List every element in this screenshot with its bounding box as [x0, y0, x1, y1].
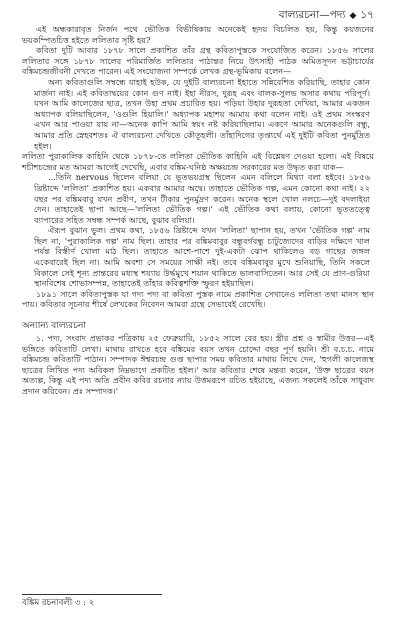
running-title: বাল্যরচনা—পদ্য: [278, 9, 346, 21]
paragraph: ১৮৯১ সালে কবিতাপুস্তক যা গদ্য পদ্য বা কবিতা পুস্তক নামে প্রকাশিত সেখানেও ললিতা তথা মানস স্থান পায়। কবিতার সূচনার শীর্ষে লেখকের নিবেদন আমরা গ্রন্থে সেভাবেই রেখেছি।: [22, 288, 374, 310]
page-number: ১৭: [360, 9, 374, 21]
main-text: [22, 24, 374, 397]
paragraph: কবিতা দুটি আবার ১৮৭৮ সালে প্রকাশিত তাঁর গ্রন্থ কবিতাপুস্তকে সংযোজিত করেন। ১৮৫৬ সালের ললিতার সঙ্গে ১৮৭৮ সালের পরিমার্জিত ললিতার পাঠান্তর নিয়ে উৎসাহী পাঠক অমিতসূদন ভট্টাচার্যের বঙ্কিমচন্দ্রজীবনী দেখতে পারেন। এই সংযোজনা সম্পর্কে লেখক গ্রন্থ-ভূমিকায় বলেন—: [22, 45, 374, 77]
block-quote: ঐরূপ বুঝান ভুল। প্রথম কথা, ১৮৫৬ খ্রিষ্টাব্দে যখন 'ললিতা' ছাপান হয়, তখন 'ভৌতিক গল্প' নাম ছিল না, 'পুরাকালিক গল্প' নাম ছিল। তাহার পর বঙ্কিমবাবুর বন্ধুবর্গবন্ধু চাটুজ্যেদের বাড়ির দক্ষিণে খাল পর্যন্ত বিস্তীর্ণ খোলা মাঠ ছিল। তাহাতে আশে-পাশে দুই-একটা ঝোপ থাকিলেও বড় গাছের জঙ্গল একেবারেই ছিল না। আমি অবশ্য সে সময়ের সাক্ষী নই। তবে বঙ্কিমবাবুর মুখে শুনিয়াছি, তিনি সকলে বিকালে সেই শূন্য প্রান্তরের মধ্যস্থ শয্যায় উর্দ্ধমুখে শয়ান থাকিতে ভালবাসিতেন। আর সেই যে প্রাণ-গুরিয়া স্থানবিশেষ শোভাসম্পন্ন, তাহাতেই তাঁহার কবিত্বশক্তি স্ফুরণ হইয়াছিল।: [34, 225, 370, 289]
running-header: [22, 8, 374, 24]
paragraph: ১. পদ্য, সংবাদ প্রভাকর পত্রিকায় ২৫ ফেব্রুয়ারি, ১৮৫২ সালে বের হয়। স্ত্রীর প্রশ্ন ও স্বামীর উত্তর—এই ভঙ্গিতে কবিতাটি লেখা। মাথায় রাখতে হবে বঙ্কিমের বয়স তখন চোদ্দো বছর পূর্ণ হয়নি। শ্রী ব.চ.চ. নামে বঙ্কিমচন্দ্র কবিতাটি পাঠান। সম্পাদক ঈশ্বরচন্দ্র গুপ্ত ছাপার সময় কবিতার মাথায় লিখে দেন, 'হুগলী কালেজস্থ ছাত্রের লিখিত পদ্য অবিকল নিম্নভাগে প্রকটিত হইল।' আর কবিতার শেষে মন্তব্য করেন, 'উক্ত ছাত্রের বয়স অত্যল্প, কিন্তু এই পদ্য অতি প্রবীন কবির রচনার ন্যায় উত্তমরূপে রচিত হইয়াছে, এজন্য সকলেই তাঁকে সাধুবাদ প্রদান করিবেন। প্রঃ সম্পাদক।': [22, 333, 374, 396]
block-quote: অন্য কবিতাগুলি সম্বন্ধে যাহাই হউক, যে দুইটি বাল্যরচনা ইহাতে সন্নিবেশিত করিয়াছি, তাহার কোন মার্জনা নাই। এই কবিতাদ্বয়ের কোন গুণ নাই। ইহা নীরস, দুরূহ এবং বালক-সুলভ অসার কথায় পরিপূর্ণ। যখন আমি কালেজের ছাত্র, তখন উহা প্রথম প্রচারিত হয়। পড়িয়া উহার দুরূহতা দেখিয়া, আমার একজন অধ্যাপক বলিয়াছিলেন, 'ওগুলি হিয়ালি।' অধ্যাপক মহাশয় আমায় কথা বলেন নাই। ওই প্রথম সংস্করণ এখন আর পাওয়া যায় না—অনেক কাপি আমি স্বয়ং নষ্ট করিয়াছিলাম। একণে আমার অনেকগুলি বন্ধু, আমার প্রতি স্নেহবশতঃ ঐ বাল্যরচনা দেখিতে কৌতূহলী। তাঁহাদিগের তৃপ্ত্যর্থে এই দুইটি কবিতা পুনর্মুদ্রিত হইল।: [34, 76, 370, 151]
diamond-bullet-icon: ◆: [349, 11, 357, 21]
section-heading: অন্যান্য বাল্যরচনা: [22, 321, 86, 332]
footer-rule: [22, 594, 162, 595]
book-page: [22, 8, 374, 609]
paragraph: ললিতা পুরাকালিক কাহিনি থেকে ১৮৭৮-তে ললিতা ভৌতিক কাহিনি এই বিশ্লেষণ দেওয়া হলো। এই বিষয়ে শচীশচন্দ্রের মত আমরা আগেই দেখেছি, এবার বঙ্কিম-ঘনিষ্ঠ অক্ষয়চন্দ্র সরকারের মত উদ্ধৃত করা যাক—: [22, 151, 374, 172]
block-quote: ...তিনি nervous ছিলেন বলিয়া যে ভূতভয়গ্রস্থ ছিলেন এমন বলিলে মিথ্যা বলা হইবে। ১৮৫৬ খ্রিষ্টাব্দে 'ললিতা' প্রকাশিত হয়। একবার আমার অদ্বে। তাহাতে ভৌতিক গল্প, এমন কোনো কথা নাই। ২২ বছর পর বঙ্কিমবাবু যখন প্রবীণ, তখন টীকার পুনর্মুদ্রণ করেন। অনেক স্থলে খোল নলচে—দুই বদলাইয়া দেন। তাহাতেই ছাপা আছে—'ললিতা ভৌতিক গল্প।' এই ভৌতিক কথা বলায়, কোনো ভূততত্ত্বে ব্যাপারের সহিত সম্বন্ধ সম্পর্ক আছে, বুঝাব বলিয়া।: [34, 172, 370, 225]
paragraph: এই অন্ধকারাবৃত নির্জন পথে ভৌতিক বিভীষিকায় অনেকেই হৃদয় বিচলিত হয়, কিন্তু কয়জনের ভয়কম্পিতচিত্ত হইতে ললিতার সৃষ্টি হয়?: [22, 24, 374, 45]
footer-signature: বঙ্কিম রচনাবলী ৩ : ২: [22, 598, 95, 608]
